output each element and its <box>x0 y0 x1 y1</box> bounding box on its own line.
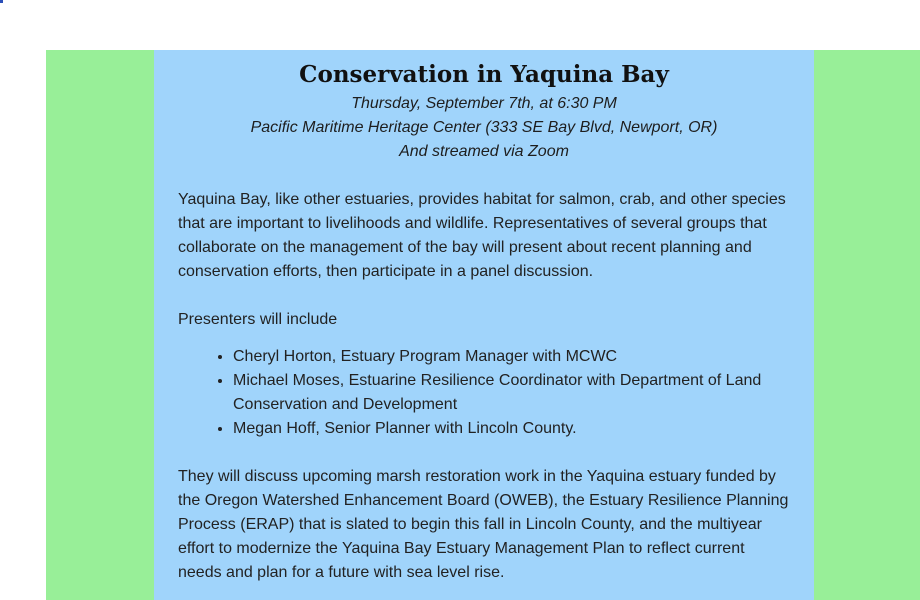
presenter-item: • Michael Moses, Estuarine Resilience Coordinator with Department of Land Conservation and Development <box>233 369 790 417</box>
event-location: Pacific Maritime Heritage Center (333 SE Bay Blvd, Newport, OR) <box>250 119 718 136</box>
event-stream-note: And streamed via Zoom <box>399 143 569 160</box>
presenters-intro: Presenters will include <box>178 311 338 328</box>
event-panel <box>154 50 814 600</box>
presenters-list <box>178 345 790 441</box>
event-date-time: Thursday, September 7th, at 6:30 PM <box>351 95 617 112</box>
presenter-item: • Cheryl Horton, Estuary Program Manager with MCWC <box>233 345 790 369</box>
page-background <box>46 50 920 600</box>
corner-dot <box>0 0 3 3</box>
closing-paragraph: They will discuss upcoming marsh restoration work in the Yaquina estuary funded by the Oregon Watershed Enhancement Board (OWEB), the Estuary Resilience Planning Process (ERAP) that is slated to begin this fall in Lincoln County, and the multiyear effort to modernize the Yaquina Bay Estuary Management Plan to reflect current needs and plan for a future with sea level rise. <box>178 468 789 581</box>
intro-paragraph: Yaquina Bay, like other estuaries, provides habitat for salmon, crab, and other species that are important to livelihoods and wildlife. Representatives of several groups that collaborate on the management of the bay will present about recent planning and conservation efforts, then participate in a panel discussion. <box>178 191 786 280</box>
presenter-item: • Megan Hoff, Senior Planner with Lincoln County. <box>233 417 790 441</box>
event-title: Conservation in Yaquina Bay <box>299 61 669 88</box>
